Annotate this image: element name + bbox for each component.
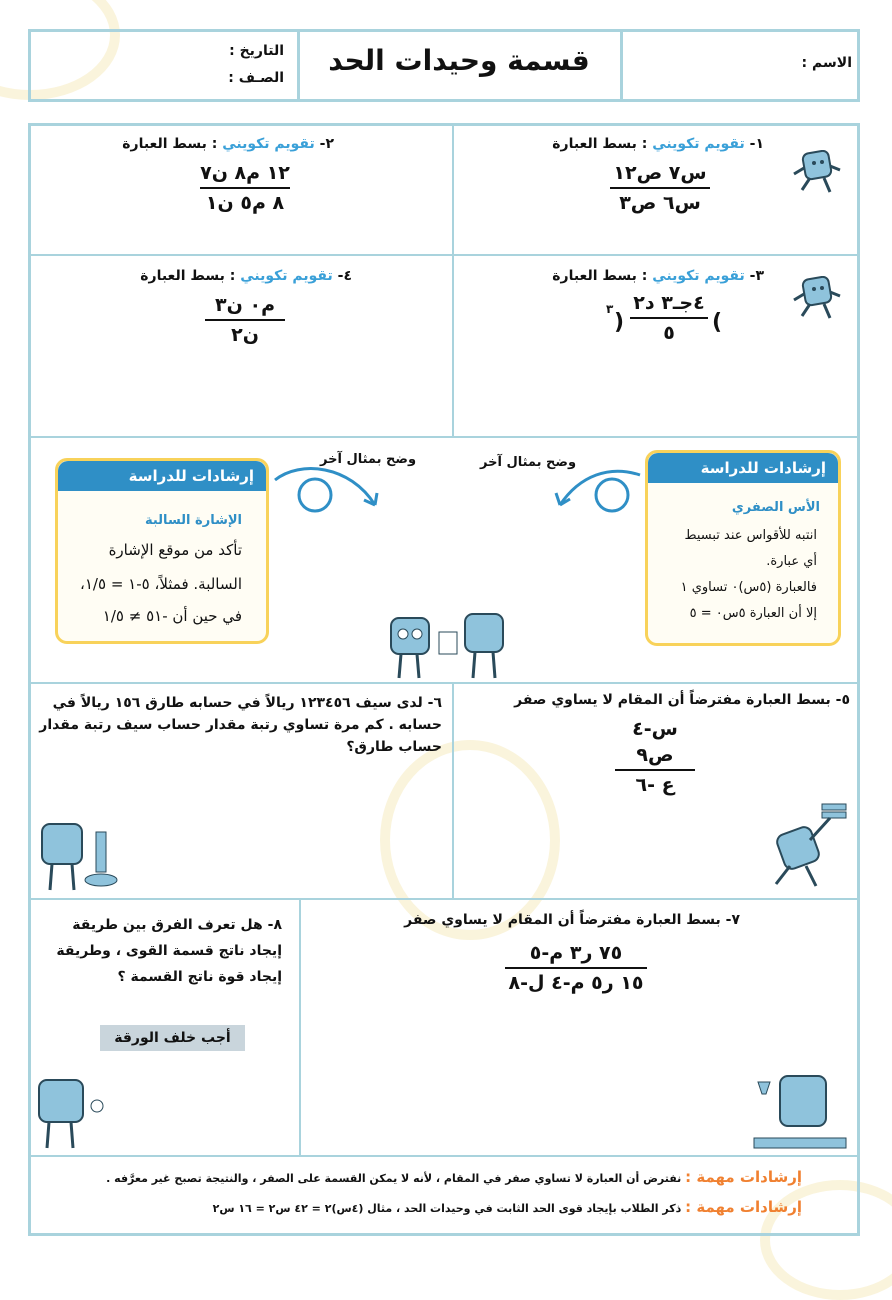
study-tip-right-line: أي عبارة. bbox=[766, 554, 817, 569]
fraction-bar bbox=[630, 317, 708, 319]
numerator: ٤جـ٣ د٢ bbox=[633, 292, 705, 314]
study-tip-right-subtitle: الأس الصفري bbox=[731, 500, 820, 515]
fraction-bar bbox=[205, 319, 285, 321]
row-divider bbox=[30, 1155, 858, 1157]
class-label: الصـف : bbox=[228, 70, 284, 86]
denominator: س٦ ص٣ bbox=[619, 192, 701, 214]
footer-label-2: إرشادات مهمة : bbox=[685, 1198, 802, 1216]
question-7-text: ٧- بسط العبارة مفترضاً أن المقام لا يساوي صفر bbox=[404, 912, 740, 928]
date-label: التاريخ : bbox=[229, 43, 284, 59]
numerator: س٧ ص١٢ bbox=[613, 162, 707, 184]
question-6-text: ٦- لدى سيف ١٢٣٤٥٦ ريالاً في حسابه طارق ١٥٦ ريالاً في حسابه . كم مرة تساوي رتبة مقدار حساب سيف رتبة مقدار حساب طارق؟ bbox=[39, 695, 442, 755]
row-divider bbox=[30, 898, 858, 900]
denominator: ع -٦ bbox=[635, 774, 675, 796]
robot-icon bbox=[750, 1072, 850, 1152]
robots-illustration bbox=[385, 612, 525, 680]
explain-label-right: وضح بمثال آخر bbox=[480, 455, 577, 470]
answer-on-back-box: أجب خلف الورقة bbox=[100, 1025, 245, 1051]
fraction-bar bbox=[505, 967, 647, 969]
robot-icon bbox=[38, 822, 123, 892]
question-2-fraction bbox=[200, 160, 290, 216]
study-tip-left-header: إرشادات للدراسة bbox=[58, 461, 266, 491]
curved-arrow-icon bbox=[270, 460, 385, 520]
open-paren: ( bbox=[712, 310, 723, 335]
question-3-heading: ٣- تقويم تكويني : بسط العبارة bbox=[552, 268, 764, 284]
question-2-heading: ٢- تقويم تكويني : بسط العبارة bbox=[122, 136, 334, 152]
row-divider bbox=[30, 436, 858, 438]
numerator: ١٢ م٨ ن٧ bbox=[200, 162, 290, 184]
question-3-fraction bbox=[630, 290, 708, 346]
footer-note-1: إرشادات مهمة : نفترض أن العبارة لا تساوي صفر في المقام ، لأنه لا يمكن القسمة على الصفر ، والنتيجة تصبح غير معرَّفه . bbox=[106, 1168, 802, 1186]
question-5-text: ٥- بسط العبارة مفترضاً أن المقام لا يساوي صفر bbox=[514, 692, 850, 708]
col-divider bbox=[452, 125, 454, 436]
study-tip-right-header: إرشادات للدراسة bbox=[648, 453, 838, 483]
col-divider bbox=[299, 900, 301, 1155]
footer-note-2: إرشادات مهمة : ذكر الطلاب بإيجاد قوى الحد الثابت في وحيدات الحد ، مثال (٤س)٢ = ٤٢ س٢ = ١٦ س٢ bbox=[212, 1198, 802, 1216]
question-8-text: ٨- هل تعرف الفرق بين طريقة إيجاد ناتج قسمة القوى ، وطريقة إيجاد قوة ناتج القسمة ؟ bbox=[56, 917, 282, 985]
row-divider bbox=[30, 682, 858, 684]
question-7-fraction bbox=[505, 940, 647, 996]
numerator: ٧٥ ر٣ م-٥ bbox=[529, 942, 623, 964]
denominator: ن٢ bbox=[231, 324, 259, 346]
question-1-heading: ١- تقويم تكويني : بسط العبارة bbox=[552, 136, 764, 152]
row-divider bbox=[30, 254, 858, 256]
study-tip-left-subtitle: الإشارة السالبة bbox=[144, 513, 242, 528]
robot-icon bbox=[792, 276, 842, 322]
numerator: س-٤ ص٩ bbox=[632, 718, 678, 766]
robot-icon bbox=[35, 1076, 110, 1151]
explain-label-left: وضح بمثال آخر bbox=[320, 452, 417, 467]
study-tip-left-line: السالبة. فمثلاً، ٥-١ = ١/٥، bbox=[80, 575, 242, 593]
name-label: الاسم : bbox=[801, 55, 852, 71]
study-tip-right-line: فالعبارة (٥س)٠ تساوي ١ bbox=[680, 580, 817, 595]
denominator: ١٥ ر٥ م-٤ ل-٨ bbox=[508, 972, 644, 994]
study-tip-right-line: إلا أن العبارة ٥س٠ = ٥ bbox=[689, 606, 817, 621]
question-4-heading: ٤- تقويم تكويني : بسط العبارة bbox=[140, 268, 352, 284]
question-1-fraction bbox=[610, 160, 710, 216]
question-5-fraction bbox=[615, 716, 695, 798]
footer-label-1: إرشادات مهمة : bbox=[685, 1168, 802, 1186]
fraction-bar bbox=[615, 769, 695, 771]
exponent: ٣ bbox=[606, 302, 614, 316]
close-paren: ) bbox=[614, 310, 625, 335]
denominator: ٨ م٥ ن١ bbox=[205, 192, 285, 214]
fraction-bar bbox=[610, 187, 710, 189]
study-tip-right-line: انتبه للأقواس عند تبسيط bbox=[684, 528, 817, 543]
question-4-fraction bbox=[205, 292, 285, 348]
numerator: م٠ ن٣ bbox=[215, 294, 275, 316]
page-title: قسمة وحيدات الحد bbox=[328, 44, 590, 77]
curved-arrow-icon bbox=[540, 465, 650, 525]
robot-icon bbox=[770, 800, 850, 890]
study-tip-left-line: تأكد من موقع الإشارة bbox=[108, 541, 242, 559]
denominator: ٥ bbox=[663, 322, 675, 344]
col-divider bbox=[452, 684, 454, 898]
header-divider bbox=[620, 31, 623, 100]
study-tip-left-line: في حين أن -٥١ ≠ ١/٥ bbox=[102, 607, 242, 625]
robot-icon bbox=[792, 150, 842, 196]
fraction-bar bbox=[200, 187, 290, 189]
